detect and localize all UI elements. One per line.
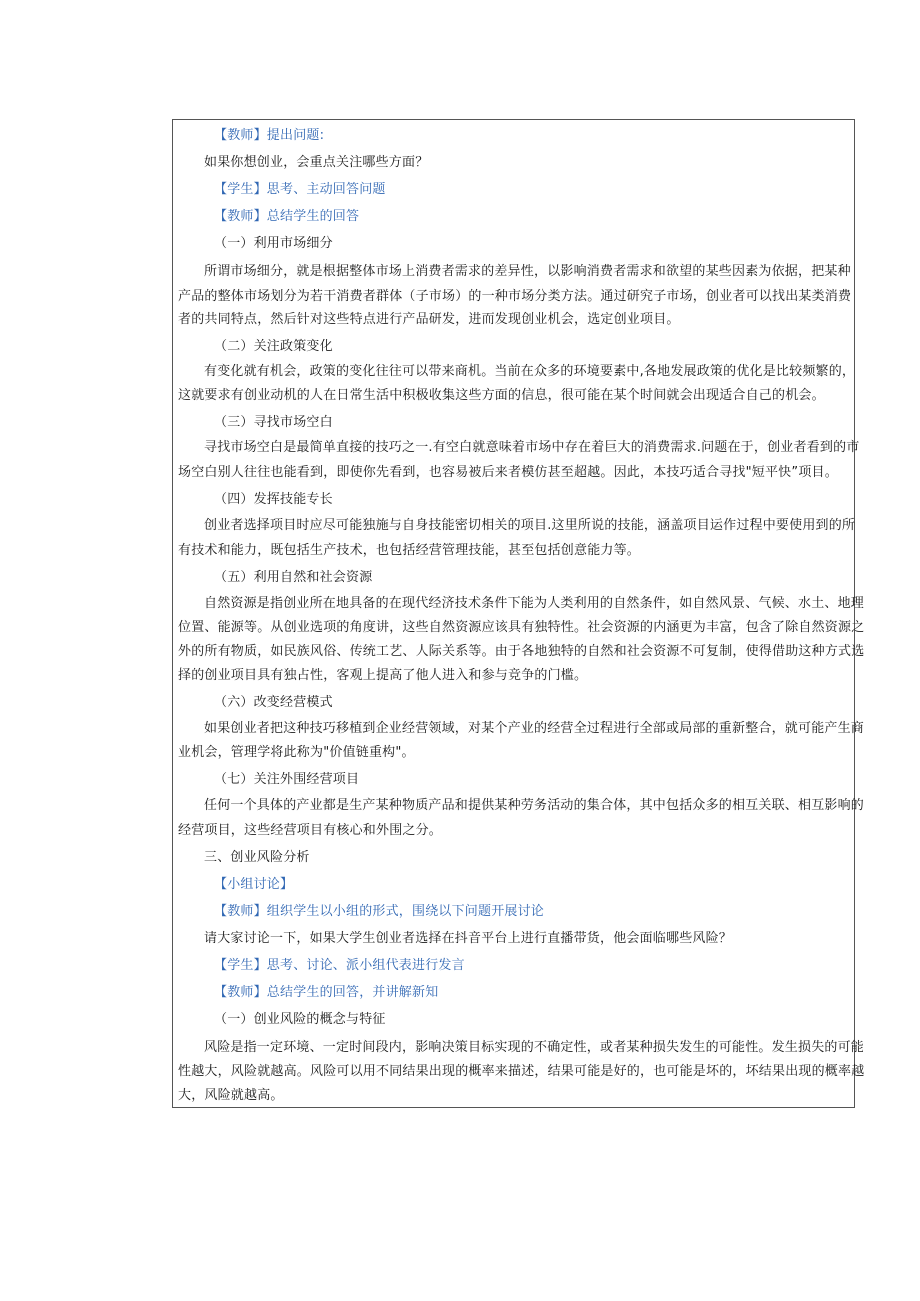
text-line: 任何一个具体的产业都是生产某种物质产品和提供某种劳务活动的集合体，其中包括众多的相互关联、相互影响的 bbox=[204, 798, 865, 813]
text-line: 如果创业者把这种技巧移植到企业经营领域，对某个产业的经营全过程进行全部或局部的重新整合，就可能产生商 bbox=[204, 721, 865, 736]
text-line: 【教师】组织学生以小组的形式，围绕以下问题开展讨论 bbox=[214, 904, 545, 919]
text-line: 【学生】思考、讨论、派小组代表进行发言 bbox=[214, 958, 465, 973]
text-line: 经营项目，这些经营项目有核心和外围之分。 bbox=[178, 823, 443, 838]
text-line: （二）关注政策变化 bbox=[214, 339, 333, 354]
text-line: （六）改变经营模式 bbox=[214, 695, 333, 710]
text-line: 择的创业项目具有独占性，客观上提高了他人进入和参与竞争的门槛。 bbox=[178, 668, 588, 683]
text-line: 这就要求有创业动机的人在日常生活中积极收集这些方面的信息，很可能在某个时间就会出现适合自己的机会。 bbox=[178, 388, 825, 403]
text-line: 者的共同特点，然后针对这些特点进行产品研发，进而发现创业机会，选定创业项目。 bbox=[178, 312, 680, 327]
text-line: 【教师】提出问题: bbox=[214, 128, 325, 143]
text-line: 【教师】总结学生的回答，并讲解新知 bbox=[214, 985, 439, 1000]
text-line: （一）利用市场细分 bbox=[214, 236, 333, 251]
text-line: 寻找市场空白是最简单直接的技巧之一.有空白就意味着市场中存在着巨大的消费需求.问题在于，创业者看到的市 bbox=[204, 440, 860, 455]
text-line: 有技术和能力，既包括生产技术，也包括经营管理技能，甚至包括创意能力等。 bbox=[178, 543, 641, 558]
text-line: （五）利用自然和社会资源 bbox=[214, 570, 373, 585]
text-line: 外的所有物质，如民族风俗、传统工艺、人际关系等。由于各地独特的自然和社会资源不可复制，使得借助这种方式选 bbox=[178, 644, 865, 659]
text-line: 创业者选择项目时应尽可能独施与自身技能密切相关的项目.这里所说的技能，涵盖项目运作过程中要使用到的所 bbox=[204, 518, 856, 533]
text-line: 三、创业风险分析 bbox=[204, 850, 310, 865]
text-line: 风险是指一定环境、一定时间段内，影响决策目标实现的不确定性，或者某种损失发生的可能性。发生损失的可能 bbox=[204, 1040, 865, 1055]
text-line: 自然资源是指创业所在地具备的在现代经济技术条件下能为人类利用的自然条件，如自然风景、气候、水土、地理 bbox=[204, 596, 865, 611]
text-line: 如果你想创业，会重点关注哪些方面？ bbox=[204, 155, 429, 170]
text-line: 位置、能源等。从创业选项的角度讲，这些自然资源应该具有独特性。社会资源的内涵更为丰富，包含了除自然资源之 bbox=[178, 620, 865, 635]
text-line: （三）寻找市场空白 bbox=[214, 415, 333, 430]
text-line: 【教师】总结学生的回答 bbox=[214, 209, 360, 224]
text-line: 请大家讨论一下，如果大学生创业者选择在抖音平台上进行直播带货，他会面临哪些风险？ bbox=[204, 931, 733, 946]
text-line: 【小组讨论】 bbox=[214, 877, 294, 892]
text-line: 有变化就有机会，政策的变化往往可以带来商机。当前在众多的环境要素中,各地发展政策的优化是比较频繁的， bbox=[204, 364, 856, 379]
lesson-plan-table bbox=[172, 119, 865, 1108]
text-line: （七）关注外围经营项目 bbox=[214, 772, 360, 787]
text-line: （一）创业风险的概念与特征 bbox=[214, 1012, 386, 1027]
text-line: 性越大，风险就越高。风险可以用不同结果出现的概率来描述，结果可能是好的，也可能是坏的，坏结果出现的概率越 bbox=[178, 1064, 865, 1079]
lesson-content bbox=[173, 120, 865, 1107]
text-line: 所谓市场细分，就是根据整体市场上消费者需求的差异性，以影响消费者需求和欲望的某些因素为依据，把某种 bbox=[204, 264, 851, 279]
text-line: （四）发挥技能专长 bbox=[214, 492, 333, 507]
text-line: 产品的整体市场划分为若干消费者群体（子市场）的一种市场分类方法。通过研究子市场，创业者可以找出某类消费 bbox=[178, 289, 852, 304]
text-line: 场空白别人往往也能看到，即使你先看到，也容易被后来者模仿甚至超越。因此，本技巧适合寻找"短平快”项目。 bbox=[178, 465, 838, 480]
text-line: 业机会，管理学将此称为"价值链重构"。 bbox=[178, 745, 415, 760]
text-line: 大，风险就越高。 bbox=[178, 1088, 284, 1103]
text-line: 【学生】思考、主动回答问题 bbox=[214, 182, 386, 197]
